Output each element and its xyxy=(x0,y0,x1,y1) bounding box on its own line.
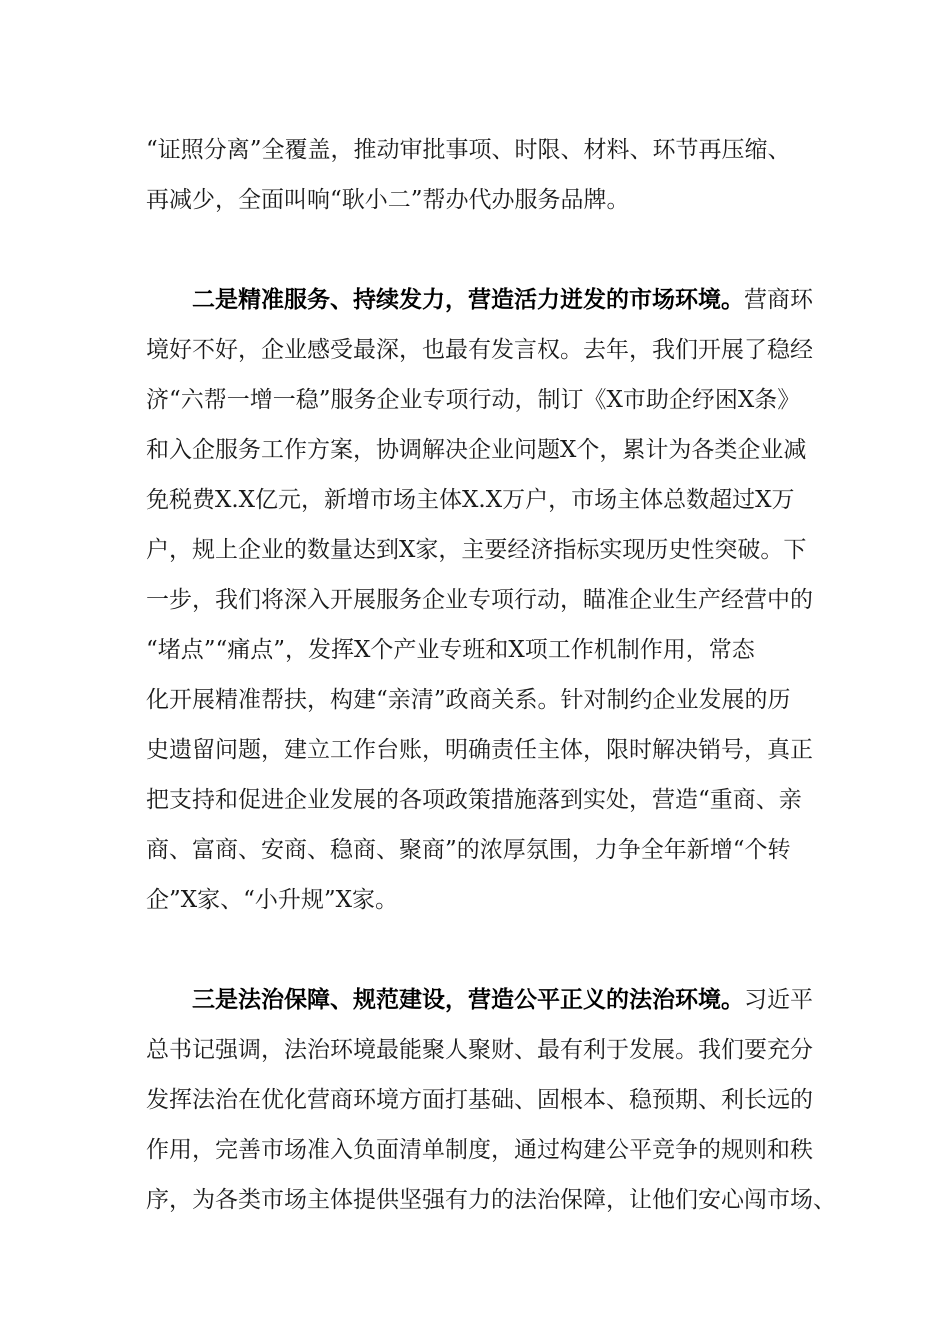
paragraph-2-heading: 二是精准服务、持续发力，营造活力迸发的市场环境。 xyxy=(192,286,744,313)
paragraph-3-line-2: 总书记强调，法治环境最能聚人聚财、最有利于发展。我们要充分 xyxy=(146,1037,813,1063)
paragraph-2-line-12: 商、富商、安商、稳商、聚商”的浓厚氛围，力争全年新增“个转 xyxy=(146,837,791,863)
paragraph-3-line-3: 发挥法治在优化营商环境方面打基础、固根本、稳预期、利长远的 xyxy=(146,1087,813,1113)
paragraph-2-line-3: 济“六帮一增一稳”服务企业专项行动，制订《X市助企纾困X条》 xyxy=(146,387,801,413)
paragraph-2-line-7: 一步，我们将深入开展服务企业专项行动，瞄准企业生产经营中的 xyxy=(146,587,813,613)
paragraph-2-line-10: 史遗留问题，建立工作台账，明确责任主体，限时解决销号，真正 xyxy=(146,737,813,763)
paragraph-1-line-2: 再减少，全面叫响“耿小二”帮办代办服务品牌。 xyxy=(146,187,630,213)
paragraph-3-line-4: 作用，完善市场准入负面清单制度，通过构建公平竞争的规则和秩 xyxy=(146,1137,813,1163)
paragraph-3-first-line-rest: 习近平 xyxy=(744,987,813,1013)
paragraph-2-line-5: 免税费X.X亿元，新增市场主体X.X万户，市场主体总数超过X万 xyxy=(146,487,795,513)
paragraph-3-line-5: 序，为各类市场主体提供坚强有力的法治保障，让他们安心闯市场、 xyxy=(146,1187,836,1213)
paragraph-2-line-6: 户，规上企业的数量达到X家，主要经济指标实现历史性突破。下 xyxy=(146,537,807,563)
paragraph-2-line-8: “堵点”“痛点”，发挥X个产业专班和X项工作机制作用，常态 xyxy=(146,637,755,663)
paragraph-3-first-line xyxy=(192,985,836,1015)
paragraph-2-first-line xyxy=(192,285,836,315)
paragraph-2-line-2: 境好不好，企业感受最深，也最有发言权。去年，我们开展了稳经 xyxy=(146,337,813,363)
paragraph-2-first-line-rest: 营商环 xyxy=(744,287,813,313)
paragraph-2-line-4: 和入企服务工作方案，协调解决企业问题X个，累计为各类企业减 xyxy=(146,437,807,463)
paragraph-3-heading: 三是法治保障、规范建设，营造公平正义的法治环境。 xyxy=(192,986,744,1013)
paragraph-1-line-1: “证照分离”全覆盖，推动审批事项、时限、材料、环节再压缩、 xyxy=(146,137,791,163)
paragraph-2-line-9: 化开展精准帮扶，构建“亲清”政商关系。针对制约企业发展的历 xyxy=(146,687,791,713)
paragraph-2-line-11: 把支持和促进企业发展的各项政策措施落到实处，营造“重商、亲 xyxy=(146,787,802,813)
paragraph-2-line-13: 企”X家、“小升规”X家。 xyxy=(146,887,399,913)
